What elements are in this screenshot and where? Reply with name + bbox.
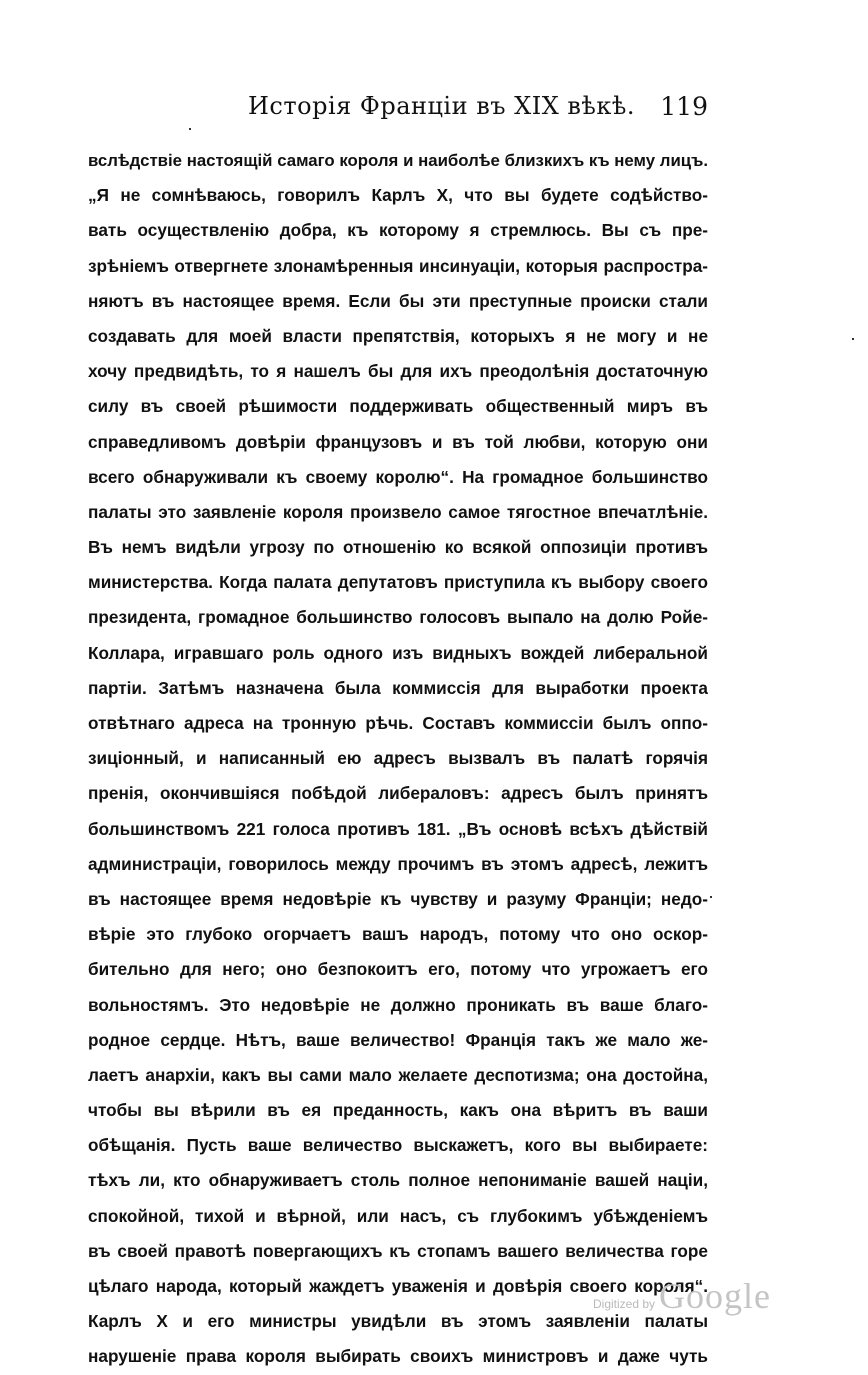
- text-line: Въ немъ видѣли угрозу по отношенію ко всякой оппозиціи противъ: [88, 537, 708, 558]
- google-logo: Google: [659, 1276, 772, 1316]
- text-line: президента, громадное большинство голосовъ выпало на долю Ройе-: [88, 607, 708, 628]
- text-line: вслѣдствіе настоящій самаго короля и наиболѣе близкихъ къ нему лицъ.: [88, 151, 708, 170]
- text-line: родное сердце. Нѣтъ, ваше величество! Франція такъ же мало же-: [88, 1029, 708, 1050]
- scan-speck: [189, 128, 191, 130]
- text-line: чтобы вы вѣрили въ ея преданность, какъ она вѣритъ въ ваши: [88, 1100, 708, 1121]
- scan-speck: [852, 338, 854, 340]
- text-line: нарушеніе права короля выбирать своихъ министровъ и даже чуть: [88, 1346, 708, 1367]
- text-line: зиціонный, и написанный ею адресъ вызвалъ въ палатѣ горячія: [88, 748, 708, 769]
- text-line: вать осуществленію добра, къ которому я стремлюсь. Вы съ пре-: [88, 220, 708, 241]
- text-line: палаты это заявленіе короля произвело самое тягостное впечатлѣніе.: [88, 501, 708, 522]
- text-line: зрѣніемъ отвергнете злонамѣренныя инсинуаціи, которыя распростра-: [88, 255, 708, 276]
- text-line: справедливомъ довѣріи французовъ и въ той любви, которую они: [88, 431, 708, 452]
- text-line: въ своей правотѣ повергающихъ къ стопамъ вашего величества горе: [88, 1240, 708, 1261]
- text-line: вольностямъ. Это недовѣріе не должно проникать въ ваше благо-: [88, 994, 708, 1015]
- text-line: партіи. Затѣмъ назначена была коммиссія для выработки проекта: [88, 677, 708, 698]
- body-text: [88, 143, 708, 1375]
- scan-speck: [710, 896, 712, 898]
- text-line: вѣріе это глубоко огорчаетъ вашъ народъ, потому что оно оскор-: [88, 924, 708, 945]
- text-line: пренія, окончившіяся побѣдой либераловъ: адресъ былъ принятъ: [88, 783, 708, 804]
- text-line: цѣлаго народа, который жаждетъ уваженія и довѣрія своего короля“.: [88, 1276, 708, 1296]
- text-line: въ настоящее время недовѣріе къ чувству и разуму Франціи; недо-: [88, 888, 708, 909]
- text-line: тѣхъ ли, кто обнаруживаетъ столь полное непониманіе вашей націи,: [88, 1170, 708, 1191]
- text-line: бительно для него; оно безпокоитъ его, потому что угрожаетъ его: [88, 959, 708, 980]
- text-line: отвѣтнаго адреса на тронную рѣчь. Составъ коммиссіи былъ оппо-: [88, 713, 708, 733]
- text-line: большинствомъ 221 голоса противъ 181. „Въ основѣ всѣхъ дѣйствій: [88, 818, 708, 839]
- watermark-prefix: Digitized by: [593, 1297, 656, 1311]
- text-line: хочу предвидѣть, то я нашелъ бы для ихъ преодолѣнія достаточную: [88, 361, 708, 382]
- running-title: Исторія Франціи въ XIX вѣкѣ.: [248, 92, 636, 120]
- text-line: няютъ въ настоящее время. Если бы эти преступные происки стали: [88, 290, 708, 311]
- text-line: Карлъ X и его министры увидѣли въ этомъ заявленіи палаты: [88, 1311, 708, 1332]
- text-line: министерства. Когда палата депутатовъ приступила къ выбору своего: [88, 572, 708, 593]
- text-line: Коллара, игравшаго роль одного изъ видныхъ вождей либеральной: [88, 642, 708, 663]
- google-watermark: [593, 1275, 771, 1315]
- text-line: обѣщанія. Пусть ваше величество выскажетъ, кого вы выбираете:: [88, 1135, 708, 1156]
- page-number: 119: [660, 92, 708, 121]
- text-line: „Я не сомнѣваюсь, говорилъ Карлъ X, что вы будете содѣйство-: [88, 185, 708, 206]
- text-line: лаетъ анархіи, какъ вы сами мало желаете деспотизма; она достойна,: [88, 1064, 708, 1085]
- text-line: создавать для моей власти препятствія, которыхъ я не могу и не: [88, 325, 708, 346]
- running-header: [88, 92, 718, 124]
- text-line: спокойной, тихой и вѣрной, или насъ, съ глубокимъ убѣжденіемъ: [88, 1205, 708, 1226]
- text-line: всего обнаруживали къ своему королю“. На громадное большинство: [88, 466, 708, 487]
- text-line: силу въ своей рѣшимости поддерживать общественный миръ въ: [88, 396, 708, 417]
- text-line: администраціи, говорилось между прочимъ въ этомъ адресѣ, лежитъ: [88, 853, 708, 874]
